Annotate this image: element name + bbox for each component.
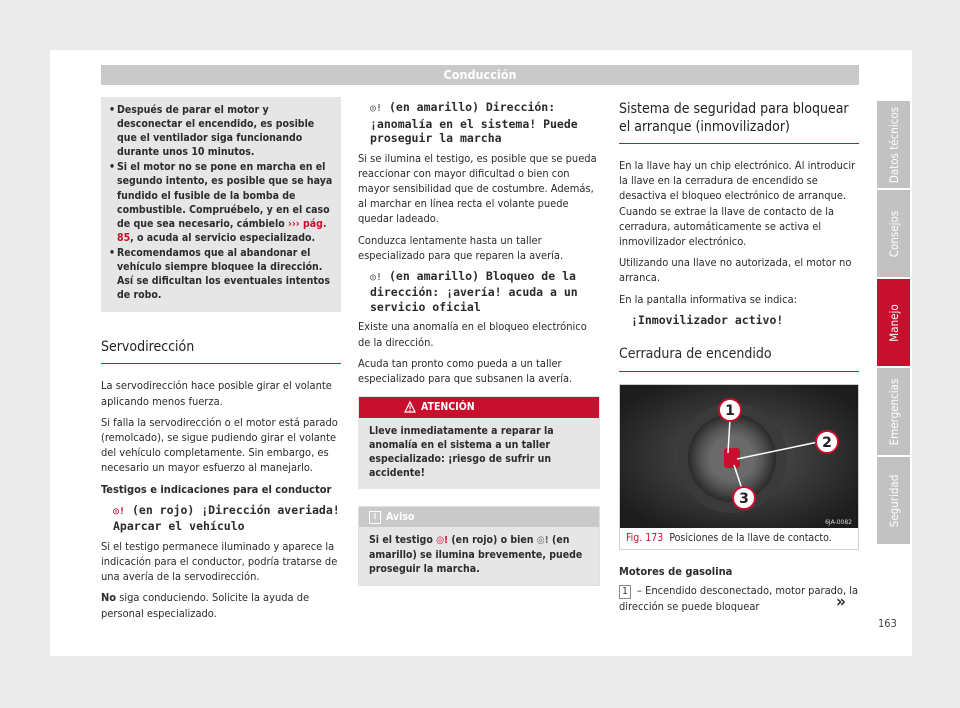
notice-box [358, 506, 600, 586]
paragraph: En la llave hay un chip electrónico. Al introducir la llave en la cerradura de encendido se desactiva el bloqueo electrónico de arranque. Cuando se extrae la llave de contacto de la cerradura, automáticamente se activa el inmovilizador electrónico. [619, 159, 856, 249]
note-bullet: • Si el motor no se pone en marcha en el segundo intento, es posible que se haya fundido el fusible de la bomba de combustible. Compruébelo, y en el caso de que sea necesario, cámbielo ››› pág. 85, o acuda al servicio especializado. [109, 160, 333, 245]
note-bullet: • Después de parar el motor y desconectar el encendido, es posible que el ventilador siga funcionando durante unos 10 minutos. [109, 103, 333, 159]
list-item: 1 – Encendido desconectado, motor parado, la dirección se puede bloquear [619, 583, 859, 613]
tab-seguridad[interactable]: Seguridad [877, 457, 910, 544]
paragraph: Utilizando una llave no autorizada, el motor no arranca. [619, 256, 852, 285]
steering-warning-icon: ◎! [370, 103, 383, 114]
paragraph: En la pantalla informativa se indica: [619, 292, 798, 306]
figure-code: 6JA-0082 [825, 519, 852, 527]
position-number-badge: 1 [619, 585, 631, 599]
paragraph: La servodirección hace posible girar el volante aplicando menos fuerza. [101, 379, 332, 408]
paragraph: Conduzca lentamente hasta un taller especializado para que reparen la avería. [358, 233, 564, 262]
figure-label-2: 2 [822, 435, 832, 452]
section-title-servodireccion: Servodirección [101, 332, 341, 364]
paragraph: No siga conduciendo. Solicite la ayuda de personal especializado. [101, 591, 310, 620]
sub-heading: Motores de gasolina [619, 565, 733, 579]
paragraph: Acuda tan pronto como pueda a un taller especializado para que subsanen la avería. [358, 356, 573, 386]
page-number: 163 [878, 617, 897, 630]
paragraph: Si falla la servodirección o el motor está parado (remolcado), se sigue pudiendo girar el volante del vehículo completamente. Sin embargo, es necesario un mayor esfuerzo al manejarlo. [101, 415, 338, 475]
ignition-illustration [620, 385, 858, 528]
sub-heading: Testigos e indicaciones para el conductor [101, 482, 332, 496]
ignition-photo [620, 385, 858, 528]
column-3 [619, 97, 859, 620]
column-1 [101, 97, 341, 627]
warning-triangle-icon [404, 400, 416, 414]
continue-chevron-icon: » [836, 592, 846, 612]
notice-header: i Aviso [359, 507, 599, 527]
paragraph: Si se ilumina el testigo, es posible que se pueda reaccionar con mayor dificultad o bien con mayor sensibilidad que de costumbre. Además, al marchar en línea recta el volante puede quedar ladeado. [358, 151, 597, 226]
steering-warning-icon: ◎! [370, 271, 383, 283]
paragraph: Existe una anomalía en el bloqueo electrónico de la dirección. [358, 320, 587, 349]
figure-label-1: 1 [725, 403, 735, 420]
attention-header: ATENCIÓN [359, 397, 599, 418]
page-reference-link[interactable]: ››› pág. 85 [117, 217, 327, 244]
steering-warning-icon: ◎! [436, 535, 449, 547]
tab-manejo[interactable]: Manejo [877, 279, 910, 366]
paragraph: Si el testigo permanece iluminado y aparece la indicación para el conductor, podría tratarse de una avería de la servodirección. [101, 539, 338, 584]
attention-box [358, 396, 600, 489]
indicator-yellow-bloqueo: ◎! (en amarillo) Bloqueo de la dirección: ¡avería! acuda a un servicio oficial [370, 268, 578, 314]
indicator-yellow-direccion: ◎! (en amarillo) Dirección: ¡anomalía en el sistema! Puede proseguir la marcha [370, 100, 578, 145]
figure-ignition [619, 384, 859, 550]
section-title-inmovilizador: Sistema de seguridad para bloquear el arranque (inmovilizador) [619, 97, 859, 144]
figure-label-3: 3 [739, 491, 749, 508]
page-header: Conducción [101, 65, 859, 85]
attention-text: Lleve inmediatamente a reparar la anomalía en el sistema a un taller especializado: ¡riesgo de sufrir un accidente! [359, 418, 599, 488]
steering-warning-icon: ◎! [113, 505, 126, 517]
side-tabs [877, 101, 910, 546]
notice-text: Si el testigo ◎! (en rojo) o bien ◎! (en amarillo) se ilumina brevemente, puede proseguir la marcha. [359, 527, 599, 585]
figure-caption: Fig. 173 Posiciones de la llave de contacto. [626, 532, 832, 545]
notes-box [101, 97, 341, 312]
column-2 [358, 97, 600, 586]
display-message: ¡Inmovilizador activo! [631, 312, 784, 327]
steering-warning-icon: ◎! [536, 535, 549, 547]
section-title-cerradura: Cerradura de encendido [619, 341, 859, 372]
indicator-red: ◎! (en rojo) ¡Dirección averiada! Aparcar el vehículo [113, 502, 340, 534]
note-bullet: • Recomendamos que al abandonar el vehículo siempre bloquee la dirección. Así se dificultan los eventuales intentos de robo. [109, 246, 333, 302]
tab-consejos[interactable]: Consejos [877, 190, 910, 277]
info-icon: i [369, 511, 381, 524]
tab-datos-tecnicos[interactable]: Datos técnicos [877, 101, 910, 188]
tab-emergencias[interactable]: Emergencias [877, 368, 910, 455]
